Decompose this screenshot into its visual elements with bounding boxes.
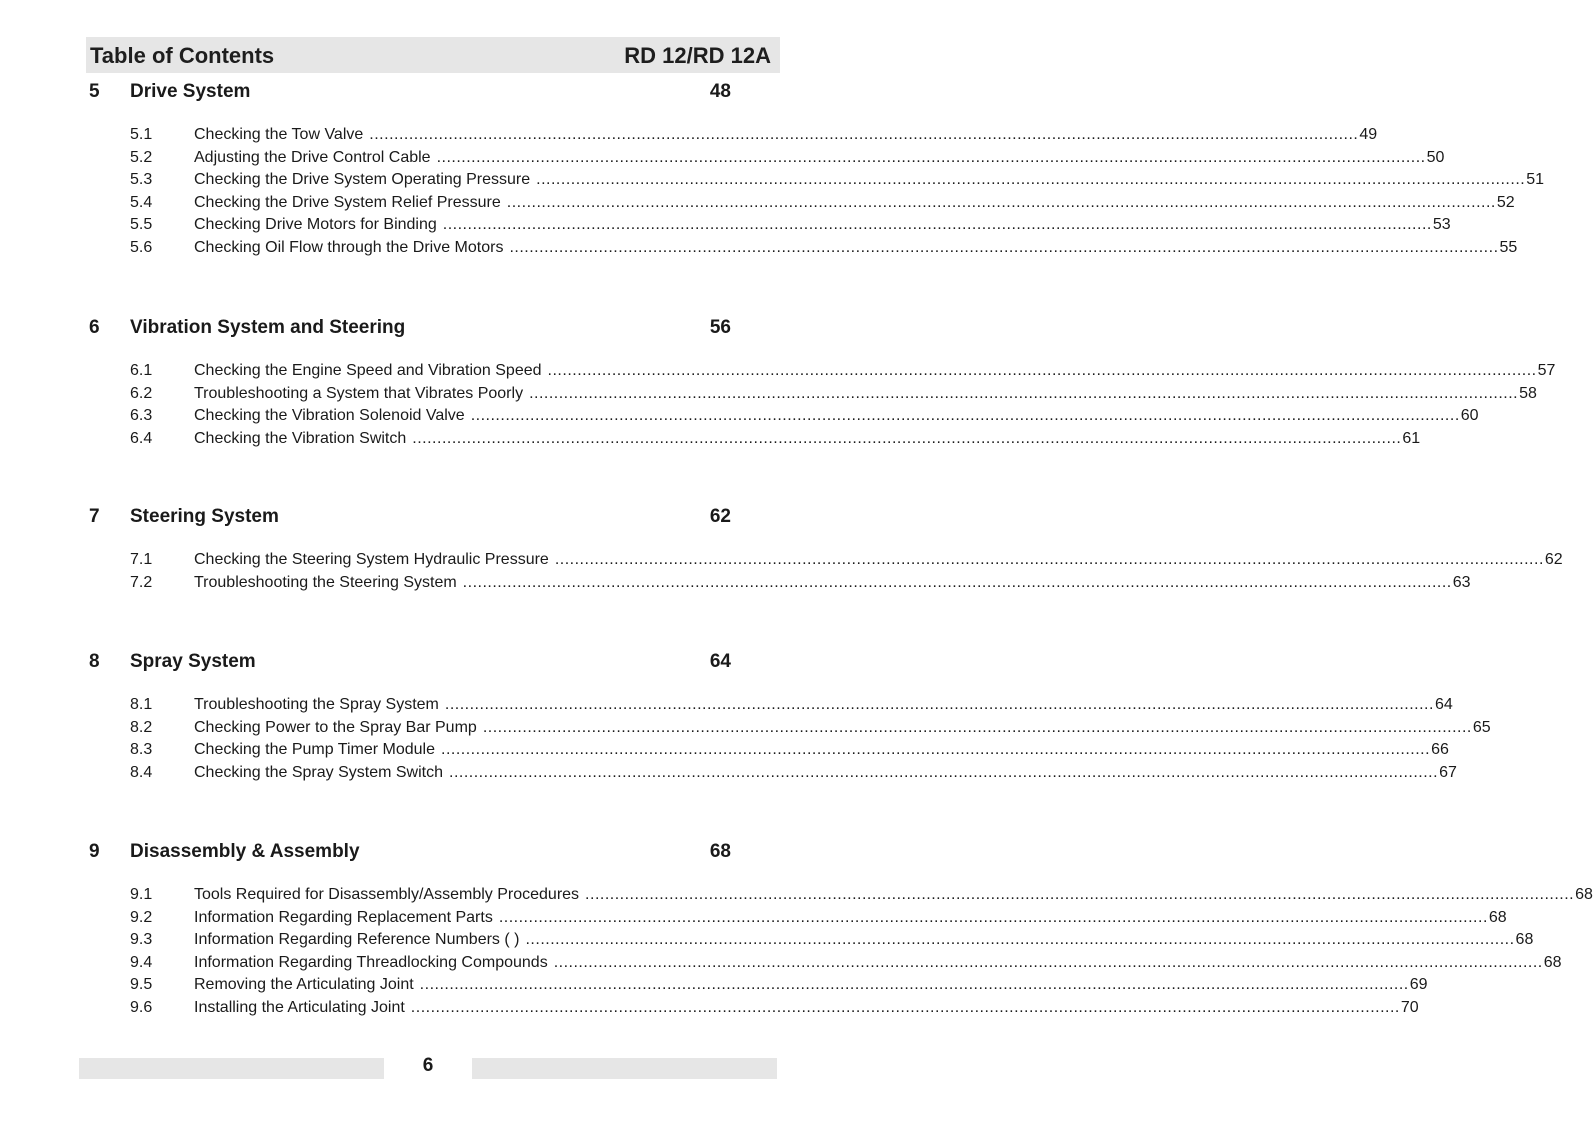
toc-entry[interactable]	[0, 930, 1534, 953]
dot-leader: ........................................................................................................................................................................................................	[509, 238, 1499, 256]
entry-title: Checking the Drive System Operating Pressure	[194, 171, 531, 189]
toc-section	[0, 841, 1593, 1016]
section-number: 9	[89, 841, 100, 862]
entry-number: 8.2	[130, 718, 153, 736]
dot-leader: ........................................................................................................................................................................................................	[554, 551, 1544, 568]
entry-line	[194, 998, 1419, 1018]
toc-entry[interactable]	[0, 953, 1562, 976]
entry-title: Troubleshooting the Spray System	[194, 696, 439, 713]
toc-entry[interactable]	[0, 406, 1479, 429]
dot-leader: ........................................................................................................................................................................................................	[525, 931, 1515, 949]
section-page: 68	[709, 841, 731, 862]
toc-entry[interactable]	[0, 193, 1515, 216]
footer-page-number: 6	[422, 1055, 434, 1076]
section-entries	[0, 885, 1593, 1021]
entry-line	[194, 550, 1563, 570]
entry-line	[194, 573, 1471, 593]
dot-leader: ........................................................................................................................................................................................................	[529, 384, 1519, 402]
entry-number: 9.6	[130, 998, 153, 1016]
entry-number: 8.3	[130, 741, 153, 759]
entry-line	[194, 406, 1479, 426]
dot-leader: ........................................................................................................................................................................................................	[470, 407, 1460, 425]
toc-entry[interactable]	[0, 908, 1507, 931]
entry-line	[194, 885, 1593, 905]
section-number: 5	[89, 81, 100, 102]
entry-number: 6.1	[130, 362, 153, 379]
entry-page: 69	[1409, 976, 1428, 994]
section-heading	[0, 651, 866, 677]
footer-bar-right	[472, 1058, 777, 1079]
entry-number: 9.4	[130, 953, 153, 971]
entry-line	[194, 740, 1449, 760]
section-page: 64	[709, 651, 731, 672]
toc-section	[0, 81, 1544, 256]
entry-title: Troubleshooting a System that Vibrates Poorly	[194, 384, 524, 402]
dot-leader: ........................................................................................................................................................................................................	[536, 171, 1526, 189]
entry-title: Installing the Articulating Joint	[194, 998, 405, 1016]
dot-leader: ........................................................................................................................................................................................................	[449, 763, 1439, 781]
toc-section	[0, 651, 1491, 781]
section-page: 62	[709, 506, 731, 527]
entry-page: 67	[1439, 763, 1457, 781]
section-number: 6	[89, 317, 100, 338]
entry-line	[194, 718, 1491, 738]
section-number: 7	[89, 506, 100, 527]
entry-line	[194, 384, 1537, 404]
entry-title: Information Regarding Replacement Parts	[194, 908, 493, 926]
section-heading	[0, 841, 866, 867]
entry-line	[194, 170, 1544, 190]
dot-leader: ........................................................................................................................................................................................................	[553, 953, 1543, 971]
toc-entry[interactable]	[0, 763, 1457, 786]
entry-title: Checking the Drive System Relief Pressure	[194, 193, 501, 211]
dot-leader: ........................................................................................................................................................................................................	[436, 148, 1426, 166]
entry-page: 49	[1359, 126, 1378, 143]
section-title: Steering System	[130, 506, 279, 527]
entry-title: Checking the Vibration Solenoid Valve	[194, 407, 465, 425]
entry-title: Checking Drive Motors for Binding	[194, 216, 437, 234]
entry-number: 6.3	[130, 407, 153, 425]
section-heading	[0, 506, 866, 532]
entry-number: 6.4	[130, 429, 153, 447]
entry-page: 58	[1519, 384, 1537, 402]
entry-page: 53	[1432, 216, 1451, 234]
toc-entry[interactable]	[0, 125, 1378, 148]
entry-number: 8.4	[130, 763, 153, 781]
entry-page: 68	[1575, 886, 1593, 903]
toc-entry[interactable]	[0, 695, 1453, 718]
toc-entry[interactable]	[0, 384, 1537, 407]
entry-title: Checking Oil Flow through the Drive Motors	[194, 238, 504, 256]
section-heading	[0, 317, 866, 343]
dot-leader: ........................................................................................................................................................................................................	[462, 573, 1452, 591]
entry-line	[194, 429, 1421, 449]
toc-section	[0, 317, 1556, 447]
section-entries	[0, 695, 1491, 785]
entry-title: Information Regarding Reference Numbers ( )	[194, 931, 520, 949]
entry-page: 57	[1537, 362, 1556, 379]
section-title: Drive System	[130, 81, 251, 102]
entry-page: 70	[1400, 998, 1419, 1016]
dot-leader: ........................................................................................................................................................................................................	[506, 193, 1496, 211]
toc-entry[interactable]	[0, 718, 1491, 741]
dot-leader: ........................................................................................................................................................................................................	[585, 886, 1575, 903]
entry-line	[194, 695, 1453, 715]
entry-title: Checking the Vibration Switch	[194, 429, 407, 447]
entry-page: 68	[1515, 931, 1534, 949]
entry-line	[194, 908, 1507, 928]
entry-page: 52	[1496, 193, 1515, 211]
entry-line	[194, 975, 1428, 995]
entry-title: Tools Required for Disassembly/Assembly Procedures	[194, 886, 580, 903]
toc-entry[interactable]	[0, 975, 1428, 998]
dot-leader: ........................................................................................................................................................................................................	[441, 741, 1431, 759]
entry-line	[194, 953, 1562, 973]
dot-leader: ........................................................................................................................................................................................................	[410, 998, 1400, 1016]
toc-entry[interactable]	[0, 170, 1544, 193]
toc-entry[interactable]	[0, 740, 1449, 763]
model-label: RD 12/RD 12A	[624, 43, 771, 68]
entry-number: 5.4	[130, 193, 153, 211]
dot-leader: ........................................................................................................................................................................................................	[419, 976, 1409, 994]
section-title: Disassembly & Assembly	[130, 841, 360, 862]
entry-line	[194, 238, 1518, 258]
entry-number: 5.2	[130, 148, 153, 166]
toc-entry[interactable]	[0, 238, 1518, 261]
section-page: 48	[709, 81, 731, 102]
toc-entry[interactable]	[0, 215, 1451, 238]
section-number: 8	[89, 651, 100, 672]
section-title: Spray System	[130, 651, 256, 672]
entry-number: 7.1	[130, 551, 153, 568]
entry-page: 68	[1488, 908, 1507, 926]
section-page: 56	[709, 317, 731, 338]
section-title: Vibration System and Steering	[130, 317, 406, 338]
section-entries	[0, 361, 1556, 451]
entry-title: Checking the Spray System Switch	[194, 763, 443, 781]
entry-title: Checking the Tow Valve	[194, 126, 364, 143]
entry-number: 5.3	[130, 171, 153, 189]
entry-title: Checking the Pump Timer Module	[194, 741, 435, 759]
entry-title: Troubleshooting the Steering System	[194, 573, 457, 591]
dot-leader: ........................................................................................................................................................................................................	[547, 362, 1537, 379]
dot-leader: ........................................................................................................................................................................................................	[442, 216, 1432, 234]
entry-number: 5.5	[130, 216, 153, 234]
toc-entry[interactable]	[0, 429, 1421, 452]
dot-leader: ........................................................................................................................................................................................................	[412, 429, 1402, 447]
entry-line	[194, 930, 1534, 950]
entry-page: 51	[1526, 171, 1544, 189]
dot-leader: ........................................................................................................................................................................................................	[444, 696, 1434, 713]
entry-page: 66	[1431, 741, 1449, 759]
footer-bar-left	[79, 1058, 384, 1079]
page-title: Table of Contents	[90, 43, 275, 68]
entry-number: 5.1	[130, 126, 153, 143]
dot-leader: ........................................................................................................................................................................................................	[498, 908, 1488, 926]
section-heading	[0, 81, 866, 107]
header-bar	[86, 37, 780, 73]
dot-leader: ........................................................................................................................................................................................................	[369, 126, 1359, 143]
section-entries	[0, 550, 1563, 595]
toc-entry[interactable]	[0, 550, 1563, 573]
toc-entry[interactable]	[0, 885, 1593, 908]
entry-title: Checking Power to the Spray Bar Pump	[194, 718, 477, 736]
entry-title: Removing the Articulating Joint	[194, 976, 414, 994]
entry-title: Adjusting the Drive Control Cable	[194, 148, 431, 166]
entry-number: 9.5	[130, 976, 153, 994]
entry-page: 55	[1499, 238, 1518, 256]
entry-page: 65	[1472, 718, 1491, 736]
entry-line	[194, 361, 1556, 381]
entry-page: 50	[1426, 148, 1445, 166]
section-entries	[0, 125, 1544, 261]
entry-page: 60	[1460, 407, 1479, 425]
toc-entry[interactable]	[0, 573, 1471, 596]
entry-number: 9.1	[130, 886, 153, 903]
entry-number: 9.2	[130, 908, 153, 926]
toc-section	[0, 506, 1563, 591]
entry-line	[194, 215, 1451, 235]
entry-page: 63	[1452, 573, 1471, 591]
toc-entry[interactable]	[0, 361, 1556, 384]
entry-title: Information Regarding Threadlocking Compounds	[194, 953, 548, 971]
entry-title: Checking the Steering System Hydraulic Pressure	[194, 551, 549, 568]
entry-line	[194, 763, 1457, 783]
entry-line	[194, 148, 1445, 168]
dot-leader: ........................................................................................................................................................................................................	[482, 718, 1472, 736]
entry-number: 5.6	[130, 238, 153, 256]
entry-line	[194, 125, 1378, 145]
toc-entry[interactable]	[0, 998, 1419, 1021]
entry-title: Checking the Engine Speed and Vibration Speed	[194, 362, 542, 379]
entry-page: 68	[1543, 953, 1562, 971]
entry-page: 64	[1434, 696, 1453, 713]
entry-number: 6.2	[130, 384, 153, 402]
entry-number: 7.2	[130, 573, 153, 591]
entry-number: 8.1	[130, 696, 153, 713]
entry-page: 62	[1544, 551, 1563, 568]
entry-page: 61	[1402, 429, 1421, 447]
entry-line	[194, 193, 1515, 213]
entry-number: 9.3	[130, 931, 153, 949]
toc-entry[interactable]	[0, 148, 1445, 171]
